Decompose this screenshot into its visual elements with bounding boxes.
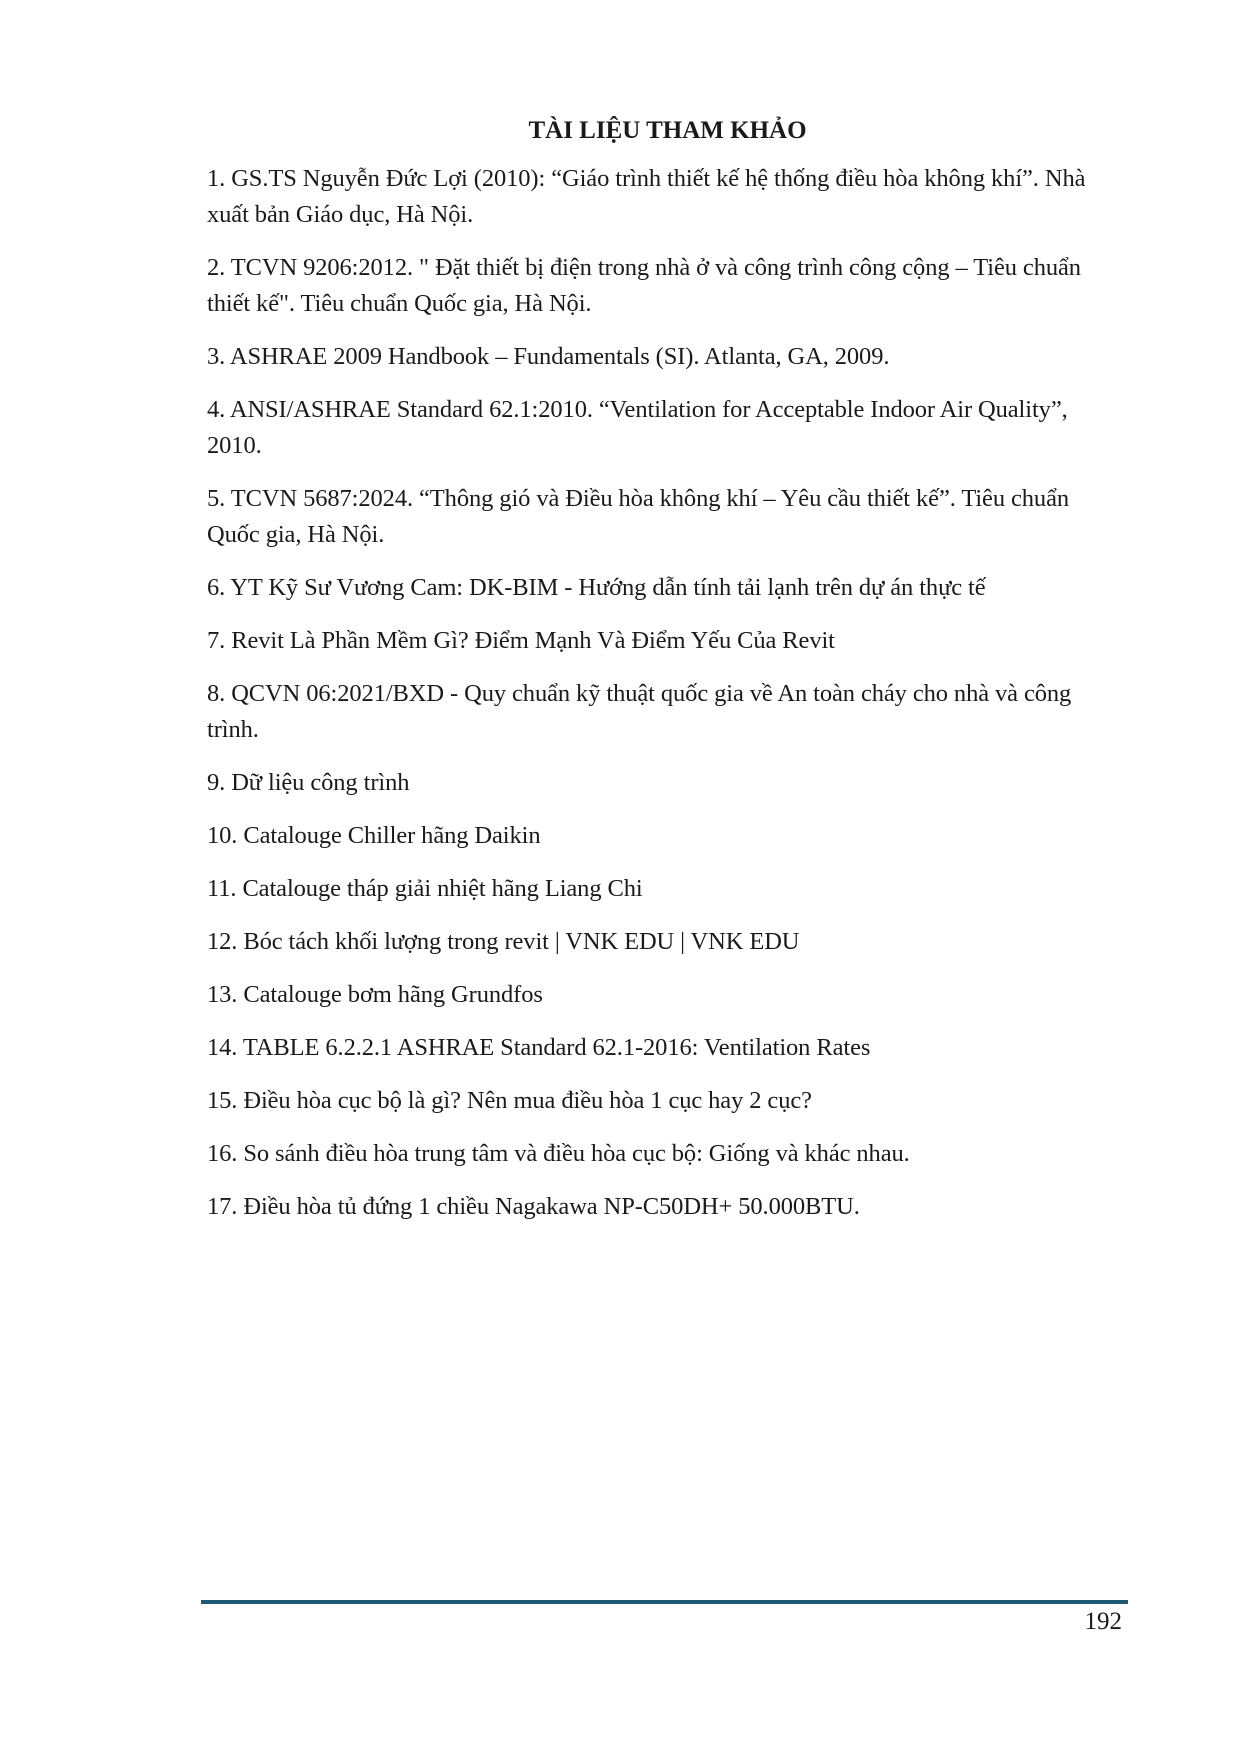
reference-item: 7. Revit Là Phần Mềm Gì? Điểm Mạnh Và Điểm Yếu Của Revit	[207, 627, 835, 654]
reference-item: 1. GS.TS Nguyễn Đức Lợi (2010): “Giáo trình thiết kế hệ thống điều hòa không khí”. Nhà xuất bản Giáo dục, Hà Nội.	[207, 165, 1086, 228]
reference-item: 16. So sánh điều hòa trung tâm và điều hòa cục bộ: Giống và khác nhau.	[207, 1140, 910, 1167]
reference-item: 8. QCVN 06:2021/BXD - Quy chuẩn kỹ thuật quốc gia về An toàn cháy cho nhà và công trình.	[207, 680, 1072, 743]
reference-item: 12. Bóc tách khối lượng trong revit | VNK EDU | VNK EDU	[207, 928, 800, 955]
reference-item: 3. ASHRAE 2009 Handbook – Fundamentals (SI). Atlanta, GA, 2009.	[207, 343, 890, 370]
reference-list	[207, 161, 1117, 1242]
reference-item: 4. ANSI/ASHRAE Standard 62.1:2010. “Ventilation for Acceptable Indoor Air Quality”, 2010.	[207, 396, 1068, 459]
reference-item: 14. TABLE 6.2.2.1 ASHRAE Standard 62.1-2016: Ventilation Rates	[207, 1034, 871, 1061]
reference-item: 13. Catalouge bơm hãng Grundfos	[207, 981, 543, 1008]
page-title: TÀI LIỆU THAM KHẢO	[528, 117, 807, 144]
reference-item: 5. TCVN 5687:2024. “Thông gió và Điều hòa không khí – Yêu cầu thiết kế”. Tiêu chuẩn Quốc gia, Hà Nội.	[207, 485, 1070, 548]
page-number: 192	[1084, 1608, 1122, 1635]
reference-item: 17. Điều hòa tủ đứng 1 chiều Nagakawa NP-C50DH+ 50.000BTU.	[207, 1193, 860, 1220]
reference-item: 2. TCVN 9206:2012. " Đặt thiết bị điện trong nhà ở và công trình công cộng – Tiêu chuẩn thiết kế". Tiêu chuẩn Quốc gia, Hà Nội.	[207, 254, 1081, 317]
reference-item: 10. Catalouge Chiller hãng Daikin	[207, 822, 541, 849]
reference-item: 6. YT Kỹ Sư Vương Cam: DK-BIM - Hướng dẫn tính tải lạnh trên dự án thực tế	[207, 574, 986, 601]
reference-item: 11. Catalouge tháp giải nhiệt hãng Liang Chi	[207, 875, 643, 902]
reference-item: 9. Dữ liệu công trình	[207, 769, 410, 796]
footer-rule	[201, 1600, 1128, 1604]
reference-item: 15. Điều hòa cục bộ là gì? Nên mua điều hòa 1 cục hay 2 cục?	[207, 1087, 812, 1114]
